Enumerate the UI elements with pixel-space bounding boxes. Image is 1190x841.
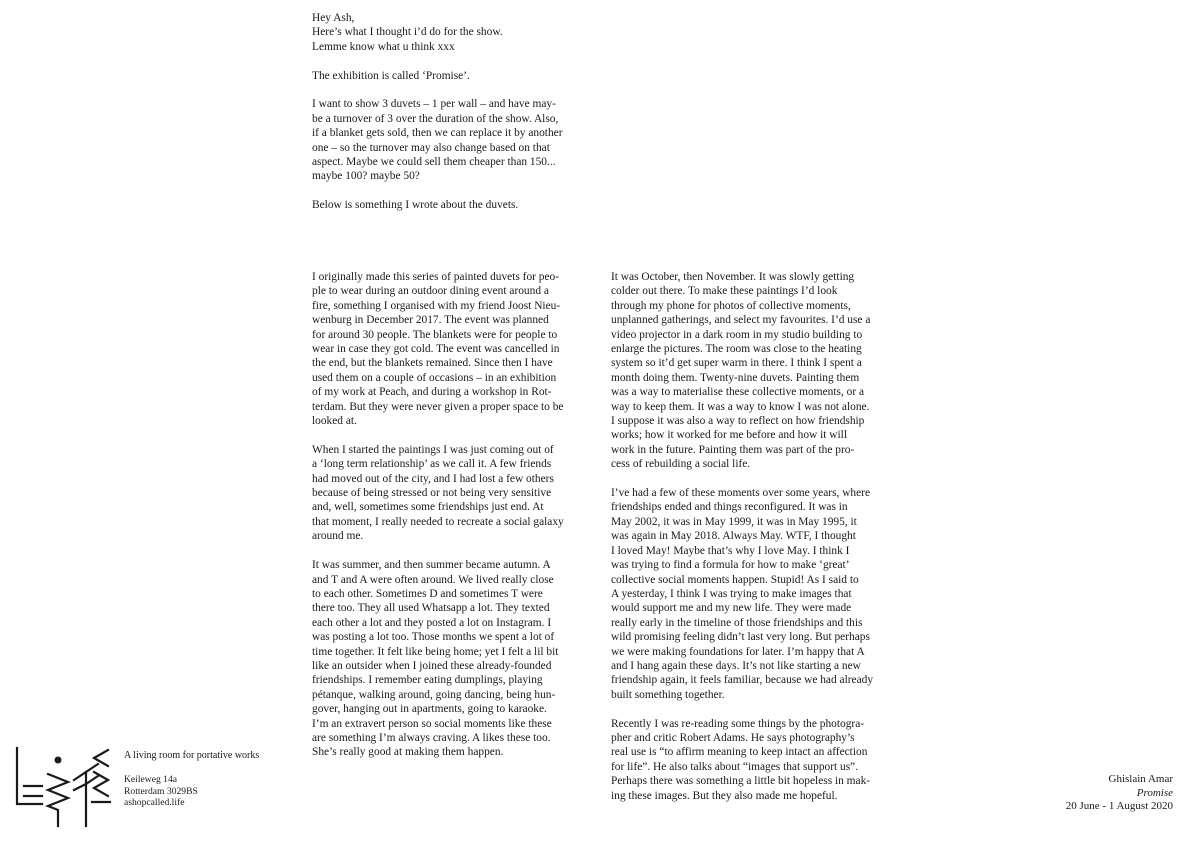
address-line: Rotterdam 3029BS xyxy=(124,785,198,797)
tagline: A living room for portative works xyxy=(124,750,260,761)
exhibition-title: Promise xyxy=(1136,786,1173,799)
body-paragraph: It was October, then November. It was slowly getting colder out there. To make these paintings I’d look through my phone for photos of collective moments, unplanned gatherings, and select my favourites. I’d use a video projector in a dark room in my studio building to enlarge the pictures. The room was close to the heating system so it’d get super warm in there. I think I spent a month doing them. Twenty-nine duvets. Painting them was a way to materialise these collective moments, or a way to keep them. It was a way to know I was not alone. I suppose it was also a way to reflect on how friendship works; how it worked for me before and how it will work in the future. Painting them was part of the pro- cess of rebuilding a social life. xyxy=(611,271,871,471)
body-paragraph: Recently I was re-reading some things by the photogra- pher and critic Robert Adams. He says photography’s real use is “to affirm meaning to keep intact an affection for life”. He also talks about “images that support us”. Perhaps there was something a little bit hopeless in mak- ing these images. But they also made me hopeful. xyxy=(611,717,871,802)
intro-letter xyxy=(312,11,582,213)
text-column-right xyxy=(611,270,881,803)
text-column-left xyxy=(312,270,574,760)
address-line: Keileweg 14a xyxy=(124,774,178,785)
intro-paragraph: Hey Ash, Here’s what I thought i’d do for the show. Lemme know what u think xxx xyxy=(312,12,503,53)
body-paragraph: I’ve had a few of these moments over some years, where friendships ended and things reconfigured. It was in May 2002, it was in May 1999, it was in May 1995, it was again in May 2018. Always May. WTF, I thought I loved May! Maybe that’s why I love May. I think I was trying to find a formula for how to make ‘great’ collective social moments happen. Stupid! As I said to A yesterday, I think I was trying to make images that would support me and my new life. They were made really early in the timeline of those friendships and this wild promising feeling didn’t last very long. But perhaps we were making foundations for later. I’m happy that A and I hang again these days. It’s not like starting a new friendship again, it feels familiar, because we had already built something together. xyxy=(611,487,874,701)
exhibition-credit xyxy=(1066,773,1173,814)
artist-name: Ghislain Amar xyxy=(1108,773,1173,785)
body-paragraph: It was summer, and then summer became autumn. A and T and A were often around. We lived really close to each other. Sometimes D and sometimes T were there too. They all used Whatsapp a lot. They texted each other a lot and they posted a lot on Instagram. I was posting a lot too. Those months we spent a lot of time together. It felt like being home; yet I felt a lil bit like an outsider when I joined these already-founded friendships. I remember eating dumplings, playing pétanque, walking around, going dancing, being hun- gover, hanging out in apartments, going to karaoke. I’m an extravert person so social moments like these are something I’m always craving. A likes these too. She’s really good at making them happen. xyxy=(312,559,559,759)
intro-paragraph: I want to show 3 duvets – 1 per wall – and have may- be a turnover of 3 over the duration of the show. Also, if a blanket gets sold, then we can replace it by another one – so the turnover may also change based on that aspect. Maybe we could sell them cheaper than 150... maybe 100? maybe 50? xyxy=(312,98,563,183)
body-paragraph: I originally made this series of painted duvets for peo- ple to wear during an outdoor dining event around a fire, something I organised with my friend Joost Nieu- wenburg in December 2017. The event was planned for around 30 people. The blankets were for people to wear in case they got cold. The event was cancelled in the end, but the blankets remained. Since then I have used them on a couple of occasions – in an exhibition of my work at Peach, and during a workshop in Rot- terdam. But they were never given a proper space to be looked at. xyxy=(312,271,564,428)
exhibition-dates: 20 June - 1 August 2020 xyxy=(1065,800,1173,813)
intro-paragraph: The exhibition is called ‘Promise’. xyxy=(312,69,470,82)
website-link[interactable]: ashopcalled.life xyxy=(124,797,185,809)
body-paragraph: When I started the paintings I was just coming out of a ‘long term relationship’ as we call it. A few friends had moved out of the city, and I had lost a few others because of being stressed or not being very sensitive and, well, sometimes some friendships just end. At that moment, I really needed to recreate a social galaxy around me. xyxy=(312,443,564,543)
intro-paragraph: Below is something I wrote about the duvets. xyxy=(312,199,519,212)
address xyxy=(124,774,198,809)
life-logo-icon xyxy=(12,742,112,828)
